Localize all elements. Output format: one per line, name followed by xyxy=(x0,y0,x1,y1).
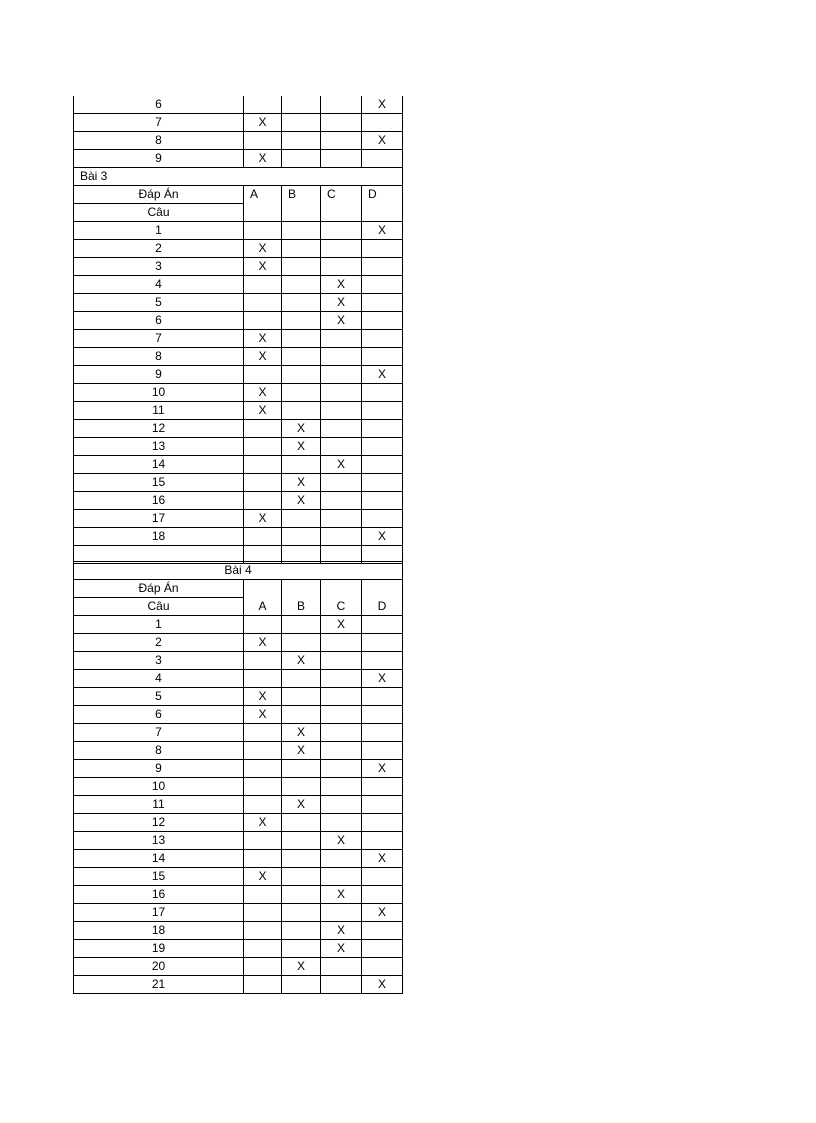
header-col-c: C xyxy=(321,186,362,222)
table-row xyxy=(74,150,403,168)
answer-mark-a xyxy=(244,778,282,796)
answer-mark-d xyxy=(362,832,403,850)
answer-mark-a: X xyxy=(244,510,282,528)
question-number: 7 xyxy=(74,724,244,742)
answer-mark-c xyxy=(321,150,362,168)
answer-mark-c xyxy=(321,114,362,132)
table-row xyxy=(74,634,403,652)
table-row xyxy=(74,832,403,850)
table-row xyxy=(74,114,403,132)
header-col-b: B xyxy=(282,580,321,616)
answer-mark-b: X xyxy=(282,652,321,670)
answer-mark-a: X xyxy=(244,330,282,348)
answer-mark-a xyxy=(244,940,282,958)
answer-mark-c xyxy=(321,240,362,258)
question-number: 9 xyxy=(74,760,244,778)
answer-mark-b xyxy=(282,258,321,276)
answer-table-part2-bai3 xyxy=(73,96,403,564)
answer-mark-b xyxy=(282,940,321,958)
answer-mark-d xyxy=(362,474,403,492)
answer-mark-d xyxy=(362,348,403,366)
answer-mark-c xyxy=(321,96,362,114)
answer-mark-a xyxy=(244,96,282,114)
bai3-section xyxy=(74,168,403,222)
answer-mark-c xyxy=(321,258,362,276)
answer-mark-d: X xyxy=(362,760,403,778)
table-row xyxy=(74,904,403,922)
table-row xyxy=(74,742,403,760)
answer-mark-d xyxy=(362,724,403,742)
question-number: 21 xyxy=(74,976,244,994)
answer-mark-c xyxy=(321,904,362,922)
header-dap-an: Đáp Án xyxy=(74,186,244,204)
answer-mark-b: X xyxy=(282,742,321,760)
answer-mark-c xyxy=(321,706,362,724)
table-row xyxy=(74,348,403,366)
answer-mark-a: X xyxy=(244,688,282,706)
answer-mark-a xyxy=(244,222,282,240)
answer-mark-c xyxy=(321,402,362,420)
table-row xyxy=(74,778,403,796)
table-row xyxy=(74,976,403,994)
question-number: 2 xyxy=(74,240,244,258)
answer-mark-d xyxy=(362,958,403,976)
answer-mark-a xyxy=(244,904,282,922)
table-row xyxy=(74,330,403,348)
answer-mark-b: X xyxy=(282,474,321,492)
answer-mark-b xyxy=(282,456,321,474)
answer-mark-b xyxy=(282,366,321,384)
answer-mark-a xyxy=(244,652,282,670)
table-row xyxy=(74,670,403,688)
question-number: 8 xyxy=(74,132,244,150)
bai3-header-row xyxy=(74,186,403,204)
answer-mark-a xyxy=(244,438,282,456)
answer-mark-d xyxy=(362,778,403,796)
question-number: 11 xyxy=(74,402,244,420)
table-row xyxy=(74,366,403,384)
answer-mark-a: X xyxy=(244,348,282,366)
answer-mark-c xyxy=(321,850,362,868)
question-number: 10 xyxy=(74,384,244,402)
answer-mark-a xyxy=(244,760,282,778)
answer-mark-b xyxy=(282,850,321,868)
table-row xyxy=(74,652,403,670)
table-row xyxy=(74,796,403,814)
header-cau: Câu xyxy=(74,204,244,222)
answer-mark-d xyxy=(362,294,403,312)
question-number: 10 xyxy=(74,778,244,796)
table-row xyxy=(74,688,403,706)
answer-mark-d xyxy=(362,510,403,528)
question-number: 5 xyxy=(74,688,244,706)
answer-mark-d xyxy=(362,940,403,958)
answer-mark-c xyxy=(321,796,362,814)
answer-mark-a xyxy=(244,850,282,868)
answer-mark-a xyxy=(244,886,282,904)
answer-mark-a xyxy=(244,616,282,634)
answer-mark-c xyxy=(321,348,362,366)
answer-mark-a xyxy=(244,492,282,510)
table-row xyxy=(74,492,403,510)
answer-mark-b xyxy=(282,868,321,886)
table-row xyxy=(74,814,403,832)
table-row xyxy=(74,724,403,742)
answer-mark-b xyxy=(282,922,321,940)
answer-mark-d xyxy=(362,384,403,402)
header-col-c: C xyxy=(321,580,362,616)
question-number: 13 xyxy=(74,832,244,850)
question-number: 6 xyxy=(74,706,244,724)
answer-mark-c xyxy=(321,976,362,994)
answer-mark-b xyxy=(282,670,321,688)
table-row xyxy=(74,616,403,634)
answer-mark-b xyxy=(282,276,321,294)
answer-mark-c xyxy=(321,492,362,510)
question-number: 2 xyxy=(74,634,244,652)
answer-mark-c xyxy=(321,760,362,778)
table-row xyxy=(74,438,403,456)
answer-mark-b: X xyxy=(282,724,321,742)
table-row xyxy=(74,258,403,276)
table-row xyxy=(74,528,403,546)
question-number: 12 xyxy=(74,814,244,832)
answer-mark-d: X xyxy=(362,222,403,240)
table-row xyxy=(74,760,403,778)
answer-mark-d xyxy=(362,814,403,832)
answer-mark-b xyxy=(282,688,321,706)
answer-mark-c xyxy=(321,742,362,760)
question-number: 14 xyxy=(74,456,244,474)
question-number: 17 xyxy=(74,510,244,528)
answer-mark-b xyxy=(282,384,321,402)
answer-mark-b xyxy=(282,114,321,132)
question-number: 1 xyxy=(74,222,244,240)
table-row xyxy=(74,958,403,976)
answer-mark-c xyxy=(321,958,362,976)
answer-mark-a: X xyxy=(244,384,282,402)
answer-mark-c xyxy=(321,510,362,528)
answer-mark-c: X xyxy=(321,616,362,634)
table-row xyxy=(74,276,403,294)
answer-mark-d xyxy=(362,330,403,348)
question-number: 8 xyxy=(74,742,244,760)
table-row xyxy=(74,294,403,312)
question-number: 7 xyxy=(74,330,244,348)
answer-mark-d: X xyxy=(362,976,403,994)
answer-mark-c: X xyxy=(321,294,362,312)
answer-mark-d xyxy=(362,420,403,438)
answer-mark-a: X xyxy=(244,634,282,652)
question-number: 3 xyxy=(74,652,244,670)
answer-mark-b xyxy=(282,976,321,994)
answer-mark-c xyxy=(321,652,362,670)
answer-mark-c xyxy=(321,688,362,706)
answer-mark-a: X xyxy=(244,114,282,132)
answer-mark-c xyxy=(321,384,362,402)
question-number: 4 xyxy=(74,276,244,294)
table-row xyxy=(74,420,403,438)
answer-mark-b: X xyxy=(282,796,321,814)
answer-mark-a xyxy=(244,724,282,742)
table-row xyxy=(74,132,403,150)
table-row xyxy=(74,510,403,528)
answer-mark-b xyxy=(282,402,321,420)
answer-mark-a xyxy=(244,958,282,976)
answer-mark-b: X xyxy=(282,420,321,438)
table-row xyxy=(74,312,403,330)
answer-mark-d: X xyxy=(362,904,403,922)
answer-mark-d xyxy=(362,150,403,168)
header-col-a: A xyxy=(244,580,282,616)
answer-mark-d xyxy=(362,688,403,706)
answer-mark-b xyxy=(282,760,321,778)
table-row xyxy=(74,96,403,114)
table-row xyxy=(74,850,403,868)
question-number: 6 xyxy=(74,96,244,114)
table-row xyxy=(74,474,403,492)
answer-mark-a: X xyxy=(244,402,282,420)
bai3-title: Bài 3 xyxy=(74,168,403,186)
table-row xyxy=(74,222,403,240)
answer-mark-b xyxy=(282,886,321,904)
question-number: 6 xyxy=(74,312,244,330)
answer-mark-a xyxy=(244,294,282,312)
answer-mark-b xyxy=(282,634,321,652)
table-row xyxy=(74,940,403,958)
table-row xyxy=(74,384,403,402)
answer-mark-c: X xyxy=(321,456,362,474)
header-col-d: D xyxy=(362,580,403,616)
answer-mark-b: X xyxy=(282,492,321,510)
answer-mark-b xyxy=(282,348,321,366)
answer-mark-a xyxy=(244,832,282,850)
answer-mark-b xyxy=(282,904,321,922)
answer-mark-d: X xyxy=(362,132,403,150)
answer-mark-a xyxy=(244,420,282,438)
question-number: 3 xyxy=(74,258,244,276)
answer-mark-a xyxy=(244,796,282,814)
answer-mark-c: X xyxy=(321,886,362,904)
part2-tail-rows xyxy=(74,96,403,168)
answer-table-bai4 xyxy=(73,561,403,994)
bai4-rows xyxy=(74,616,403,994)
answer-mark-c xyxy=(321,868,362,886)
answer-mark-b xyxy=(282,706,321,724)
answer-mark-b: X xyxy=(282,958,321,976)
answer-mark-c xyxy=(321,634,362,652)
answer-mark-b xyxy=(282,330,321,348)
answer-mark-d xyxy=(362,438,403,456)
answer-mark-a xyxy=(244,922,282,940)
answer-mark-b: X xyxy=(282,438,321,456)
answer-mark-a xyxy=(244,366,282,384)
answer-mark-c xyxy=(321,330,362,348)
answer-mark-b xyxy=(282,96,321,114)
answer-mark-d xyxy=(362,922,403,940)
answer-mark-d: X xyxy=(362,528,403,546)
answer-mark-c xyxy=(321,420,362,438)
question-number: 1 xyxy=(74,616,244,634)
question-number: 16 xyxy=(74,886,244,904)
answer-mark-d xyxy=(362,456,403,474)
answer-mark-d xyxy=(362,492,403,510)
answer-mark-d xyxy=(362,886,403,904)
answer-mark-c: X xyxy=(321,276,362,294)
question-number: 12 xyxy=(74,420,244,438)
answer-mark-c xyxy=(321,778,362,796)
answer-mark-c xyxy=(321,222,362,240)
header-col-d: D xyxy=(362,186,403,222)
answer-mark-a xyxy=(244,670,282,688)
answer-mark-b xyxy=(282,240,321,258)
header-col-b: B xyxy=(282,186,321,222)
table-row xyxy=(74,240,403,258)
answer-mark-a xyxy=(244,528,282,546)
answer-mark-b xyxy=(282,832,321,850)
answer-mark-d xyxy=(362,114,403,132)
question-number: 18 xyxy=(74,528,244,546)
header-col-a: A xyxy=(244,186,282,222)
answer-mark-a: X xyxy=(244,814,282,832)
question-number: 18 xyxy=(74,922,244,940)
answer-mark-a xyxy=(244,474,282,492)
answer-mark-c xyxy=(321,474,362,492)
answer-mark-b xyxy=(282,528,321,546)
answer-mark-d xyxy=(362,742,403,760)
header-dap-an: Đáp Án xyxy=(74,580,244,598)
answer-mark-c xyxy=(321,366,362,384)
answer-mark-a xyxy=(244,132,282,150)
answer-mark-a xyxy=(244,456,282,474)
table-row xyxy=(74,922,403,940)
answer-mark-a: X xyxy=(244,706,282,724)
answer-mark-b xyxy=(282,150,321,168)
answer-mark-d: X xyxy=(362,366,403,384)
answer-mark-a: X xyxy=(244,240,282,258)
table-row xyxy=(74,886,403,904)
question-number: 14 xyxy=(74,850,244,868)
question-number: 15 xyxy=(74,868,244,886)
answer-mark-a xyxy=(244,312,282,330)
question-number: 9 xyxy=(74,150,244,168)
answer-mark-c xyxy=(321,132,362,150)
table-row xyxy=(74,706,403,724)
bai3-rows xyxy=(74,222,403,546)
answer-mark-d xyxy=(362,868,403,886)
question-number: 4 xyxy=(74,670,244,688)
table-row xyxy=(74,456,403,474)
bai4-title: Bài 4 xyxy=(74,562,403,580)
answer-mark-d xyxy=(362,796,403,814)
table-row xyxy=(74,868,403,886)
question-number: 15 xyxy=(74,474,244,492)
question-number: 8 xyxy=(74,348,244,366)
bai3-title-row xyxy=(74,168,403,186)
answer-mark-c xyxy=(321,438,362,456)
question-number: 17 xyxy=(74,904,244,922)
answer-mark-d xyxy=(362,258,403,276)
question-number: 20 xyxy=(74,958,244,976)
answer-mark-c xyxy=(321,528,362,546)
answer-mark-b xyxy=(282,510,321,528)
answer-mark-c xyxy=(321,724,362,742)
answer-mark-c: X xyxy=(321,832,362,850)
question-number: 9 xyxy=(74,366,244,384)
answer-mark-d xyxy=(362,312,403,330)
question-number: 19 xyxy=(74,940,244,958)
question-number: 13 xyxy=(74,438,244,456)
answer-mark-c xyxy=(321,814,362,832)
header-cau: Câu xyxy=(74,598,244,616)
answer-mark-d xyxy=(362,616,403,634)
answer-mark-b xyxy=(282,616,321,634)
bai4-header-row xyxy=(74,580,403,598)
answer-mark-d xyxy=(362,652,403,670)
answer-mark-c: X xyxy=(321,922,362,940)
table-row xyxy=(74,402,403,420)
bai4-title-row xyxy=(74,562,403,580)
answer-mark-c xyxy=(321,670,362,688)
answer-mark-b xyxy=(282,294,321,312)
question-number: 16 xyxy=(74,492,244,510)
question-number: 5 xyxy=(74,294,244,312)
answer-mark-b xyxy=(282,312,321,330)
answer-mark-a xyxy=(244,276,282,294)
answer-mark-d: X xyxy=(362,96,403,114)
answer-mark-a xyxy=(244,976,282,994)
answer-mark-d xyxy=(362,402,403,420)
answer-mark-a: X xyxy=(244,258,282,276)
answer-mark-d xyxy=(362,634,403,652)
question-number: 7 xyxy=(74,114,244,132)
answer-mark-d xyxy=(362,706,403,724)
question-number: 11 xyxy=(74,796,244,814)
answer-mark-a: X xyxy=(244,868,282,886)
answer-mark-b xyxy=(282,814,321,832)
answer-mark-c: X xyxy=(321,312,362,330)
answer-mark-b xyxy=(282,132,321,150)
answer-mark-a xyxy=(244,742,282,760)
answer-mark-b xyxy=(282,778,321,796)
answer-mark-d xyxy=(362,240,403,258)
answer-mark-d: X xyxy=(362,670,403,688)
answer-mark-a: X xyxy=(244,150,282,168)
answer-mark-b xyxy=(282,222,321,240)
answer-mark-c: X xyxy=(321,940,362,958)
bai4-header xyxy=(74,562,403,616)
answer-mark-d xyxy=(362,276,403,294)
answer-mark-d: X xyxy=(362,850,403,868)
